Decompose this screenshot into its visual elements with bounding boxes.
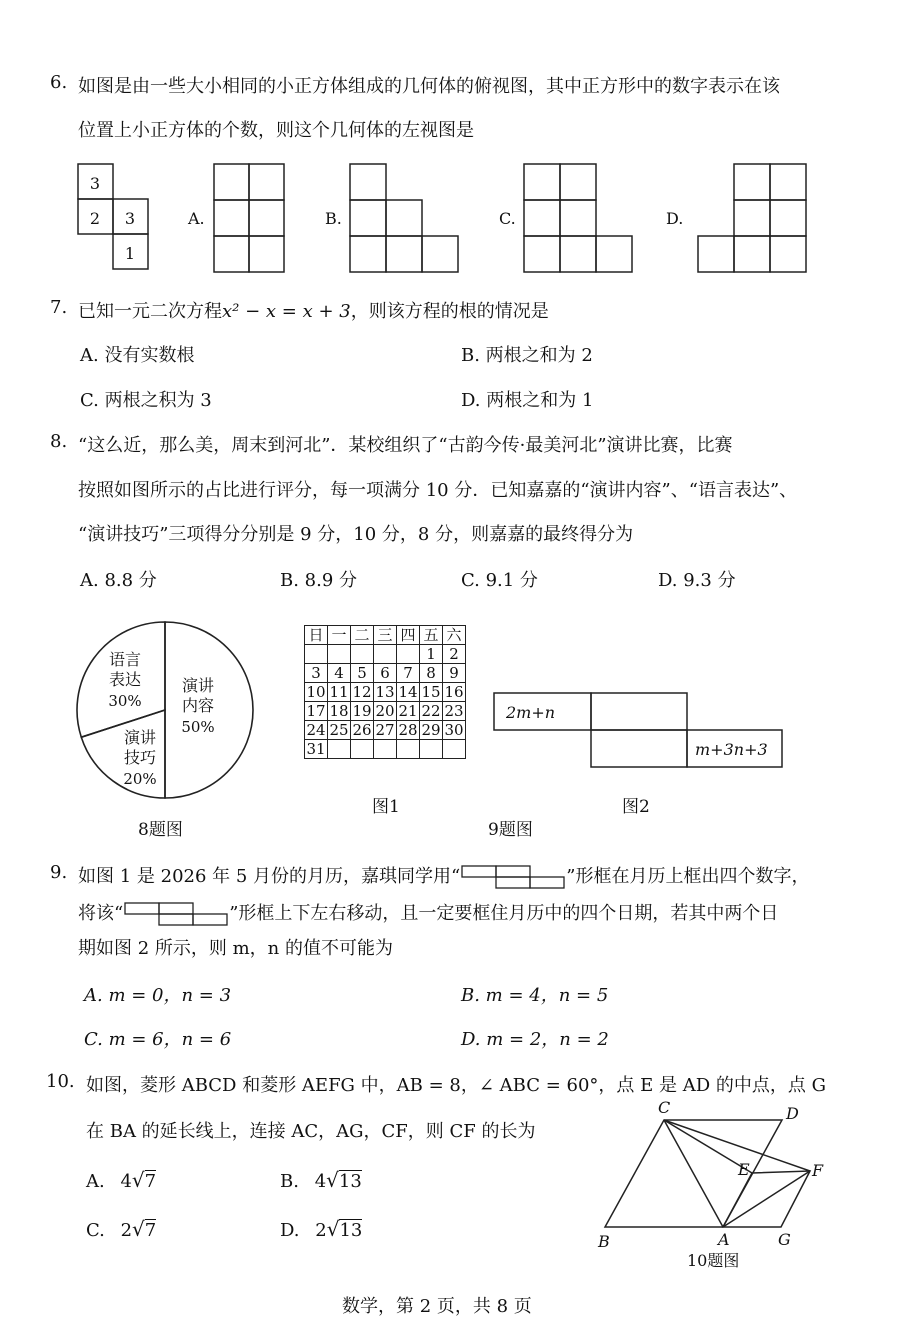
q10-option-b-rad: 13	[338, 1171, 362, 1192]
fig2-cell1: 2m+n	[506, 703, 556, 722]
fig2-caption: 图2	[622, 797, 650, 817]
pie-label-lang-1: 语言	[108, 650, 142, 669]
calendar-cell	[397, 645, 420, 664]
pie-label-content-2: 内容	[181, 696, 215, 715]
q7-option-b: B. 两根之和为 2	[461, 345, 593, 366]
calendar-cell: 二	[351, 626, 374, 645]
pie-label-lang-2: 表达	[108, 670, 142, 689]
q7-stem-pre: 已知一元二次方程	[78, 301, 222, 322]
calendar-cell	[328, 740, 351, 759]
q7-stem-post: ，则该方程的根的情况是	[350, 301, 549, 322]
q7-stem	[78, 297, 549, 323]
calendar-cell: 18	[329, 702, 349, 720]
topview-num-1: 3	[89, 174, 101, 193]
calendar-cell: 21	[398, 702, 418, 720]
q10-option-d: D. 2√13	[280, 1217, 363, 1241]
q9-number: 9.	[50, 862, 68, 883]
q9-line1b: ”形框在月历上框出四个数字，	[566, 866, 810, 887]
calendar-cell: 6	[374, 664, 397, 683]
calendar-cell: 1	[420, 645, 443, 664]
calendar-cell: 13	[375, 683, 395, 701]
pie-label-skill-pct: 20%	[123, 770, 157, 788]
calendar-cell: 16	[444, 683, 464, 701]
calendar-cell: 23	[444, 702, 464, 720]
q6-option-a: A.	[188, 209, 205, 228]
pie-label-skill-2: 技巧	[123, 748, 157, 767]
point-d: D	[786, 1104, 799, 1123]
calendar-cell: 4	[328, 664, 351, 683]
q10-option-b-coef: 4	[314, 1171, 327, 1192]
q6-number: 6.	[50, 72, 68, 93]
calendar-week-row	[305, 740, 466, 759]
q9-line2a: 将该“	[78, 903, 124, 924]
topview-num-2: 2	[89, 209, 101, 228]
calendar-cell: 22	[421, 702, 441, 720]
q9-option-b: B. m = 4，n = 5	[461, 985, 609, 1006]
calendar-cell: 30	[444, 721, 464, 739]
q8-option-b: B. 8.9 分	[280, 570, 358, 591]
q10-caption: 10题图	[687, 1251, 740, 1270]
q8-line3: “演讲技巧”三项得分分别是 9 分，10 分，8 分，则嘉嘉的最终得分为	[78, 524, 634, 545]
calendar-week-row	[305, 702, 466, 721]
calendar-cell	[351, 740, 374, 759]
topview-num-4: 1	[124, 244, 136, 263]
segment-ac	[664, 1120, 723, 1227]
q9-line3: 期如图 2 所示，则 m，n 的值不可能为	[78, 938, 393, 959]
calendar-cell: 25	[329, 721, 349, 739]
q8-number: 8.	[50, 431, 68, 452]
point-c: C	[658, 1098, 671, 1117]
calendar-week-row	[305, 683, 466, 702]
calendar-cell: 12	[352, 683, 372, 701]
q9-caption: 9题图	[488, 820, 533, 840]
point-e: E	[738, 1160, 750, 1179]
calendar-cell: 11	[329, 683, 349, 701]
q6-option-c: C.	[499, 209, 516, 228]
calendar-cell: 26	[352, 721, 372, 739]
calendar-cell: 14	[398, 683, 418, 701]
calendar-cell: 7	[397, 664, 420, 683]
calendar-cell: 六	[443, 626, 466, 645]
calendar-cell: 8	[420, 664, 443, 683]
calendar-cell: 31	[306, 740, 326, 758]
q7-option-d: D. 两根之和为 1	[461, 390, 594, 411]
calendar-cell: 五	[420, 626, 443, 645]
calendar-cell	[351, 645, 374, 664]
pie-label-lang-pct: 30%	[108, 692, 142, 710]
shape-frame-icon	[460, 864, 566, 890]
q10-figure	[590, 1095, 840, 1265]
point-b: B	[598, 1232, 610, 1251]
calendar-cell: 一	[328, 626, 351, 645]
calendar-cell: 9	[443, 664, 466, 683]
q6-line1: 如图是由一些大小相同的小正方体组成的几何体的俯视图，其中正方形中的数字表示在该	[78, 76, 780, 97]
calendar-cell	[374, 740, 397, 759]
q9-option-c: C. m = 6，n = 6	[84, 1029, 232, 1050]
segment-af	[723, 1171, 810, 1227]
calendar-cell: 3	[305, 664, 328, 683]
q7-option-a: A. 没有实数根	[80, 345, 195, 366]
calendar-week-row	[305, 645, 466, 664]
q9-line1a: 如图 1 是 2026 年 5 月份的月历，嘉琪同学用“	[78, 866, 461, 887]
q10-option-c: C. 2√7	[86, 1217, 157, 1241]
q10-number: 10.	[46, 1071, 75, 1092]
calendar-cell	[374, 645, 397, 664]
q7-number: 7.	[50, 297, 68, 318]
calendar-cell	[328, 645, 351, 664]
q8-line1: “这么近，那么美，周末到河北”．某校组织了“古韵今传·最美河北”演讲比赛，比赛	[78, 435, 733, 456]
q10-option-a-label: A.	[86, 1171, 105, 1192]
q7-equation: x² − x = x + 3	[222, 301, 351, 322]
q9-option-d: D. m = 2，n = 2	[461, 1029, 609, 1050]
q10-option-c-coef: 2	[120, 1220, 133, 1241]
q8-option-d: D. 9.3 分	[658, 570, 736, 591]
calendar-header-row	[305, 626, 466, 645]
q10-option-a-rad: 7	[144, 1171, 157, 1192]
pie-label-skill-1: 演讲	[123, 728, 157, 747]
pie-label-content-pct: 50%	[181, 718, 215, 736]
q10-option-d-coef: 2	[315, 1220, 327, 1241]
q10-option-a: A. 4√7	[86, 1168, 157, 1192]
q10-option-c-label: C.	[86, 1220, 105, 1241]
calendar-cell: 5	[351, 664, 374, 683]
calendar-cell: 29	[421, 721, 441, 739]
q9-line2	[78, 899, 778, 927]
point-a: A	[718, 1230, 730, 1249]
point-g: G	[778, 1230, 791, 1249]
calendar-cell: 27	[375, 721, 395, 739]
calendar-cell: 三	[374, 626, 397, 645]
q6-line2: 位置上小正方体的个数，则这个几何体的左视图是	[78, 120, 474, 141]
q9-line1	[78, 862, 809, 890]
calendar-week-row	[305, 664, 466, 683]
q6-option-d: D.	[666, 209, 684, 228]
calendar-caption: 图1	[372, 797, 400, 817]
calendar-cell: 17	[306, 702, 326, 720]
calendar-cell: 28	[398, 721, 418, 739]
q10-option-a-coef: 4	[120, 1171, 132, 1192]
calendar-cell: 日	[305, 626, 328, 645]
calendar-cell: 24	[306, 721, 326, 739]
point-f: F	[812, 1161, 824, 1180]
page-footer: 数学，第 2 页，共 8 页	[342, 1296, 532, 1317]
q8-option-c: C. 9.1 分	[461, 570, 538, 591]
q10-option-b-label: B.	[280, 1171, 299, 1192]
q9-line2b: ”形框上下左右移动，且一定要框住月历中的四个日期，若其中两个日	[229, 903, 779, 924]
q10-line2: 在 BA 的延长线上，连接 AC，AG，CF，则 CF 的长为	[86, 1121, 536, 1142]
shape-frame-icon	[123, 901, 229, 927]
q7-option-c: C. 两根之积为 3	[80, 390, 212, 411]
calendar-cell	[420, 740, 443, 759]
q6-option-b: B.	[325, 209, 342, 228]
q10-option-b: B. 4√13	[280, 1168, 362, 1192]
q8-caption: 8题图	[138, 820, 183, 840]
calendar-cell: 四	[397, 626, 420, 645]
topview-num-3: 3	[124, 209, 136, 228]
q9-option-a: A. m = 0，n = 3	[84, 985, 232, 1006]
calendar-cell	[443, 740, 466, 759]
q8-option-a: A. 8.8 分	[80, 570, 157, 591]
q8-line2: 按照如图所示的占比进行评分，每一项满分 10 分．已知嘉嘉的“演讲内容”、“语言表达”、	[78, 480, 798, 501]
fig2-cell2: m+3n+3	[695, 740, 768, 759]
q10-option-c-rad: 7	[144, 1220, 157, 1241]
calendar-cell	[397, 740, 420, 759]
pie-chart	[70, 615, 260, 810]
q10-option-d-label: D.	[280, 1220, 300, 1241]
q10-line1: 如图，菱形 ABCD 和菱形 AEFG 中，AB = 8，∠ ABC = 60°，点 E 是 AD 的中点，点 G	[86, 1075, 826, 1096]
calendar-cell: 2	[443, 645, 466, 664]
calendar-cell: 20	[375, 702, 395, 720]
calendar-cell	[305, 645, 328, 664]
calendar-cell: 15	[421, 683, 441, 701]
calendar-cell: 10	[306, 683, 326, 701]
calendar-cell: 19	[352, 702, 372, 720]
q10-option-d-rad: 13	[339, 1220, 363, 1241]
calendar-table	[304, 625, 466, 759]
q6-figures	[0, 150, 899, 280]
calendar-week-row	[305, 721, 466, 740]
fig2	[490, 690, 790, 770]
pie-label-content-1: 演讲	[181, 676, 215, 695]
